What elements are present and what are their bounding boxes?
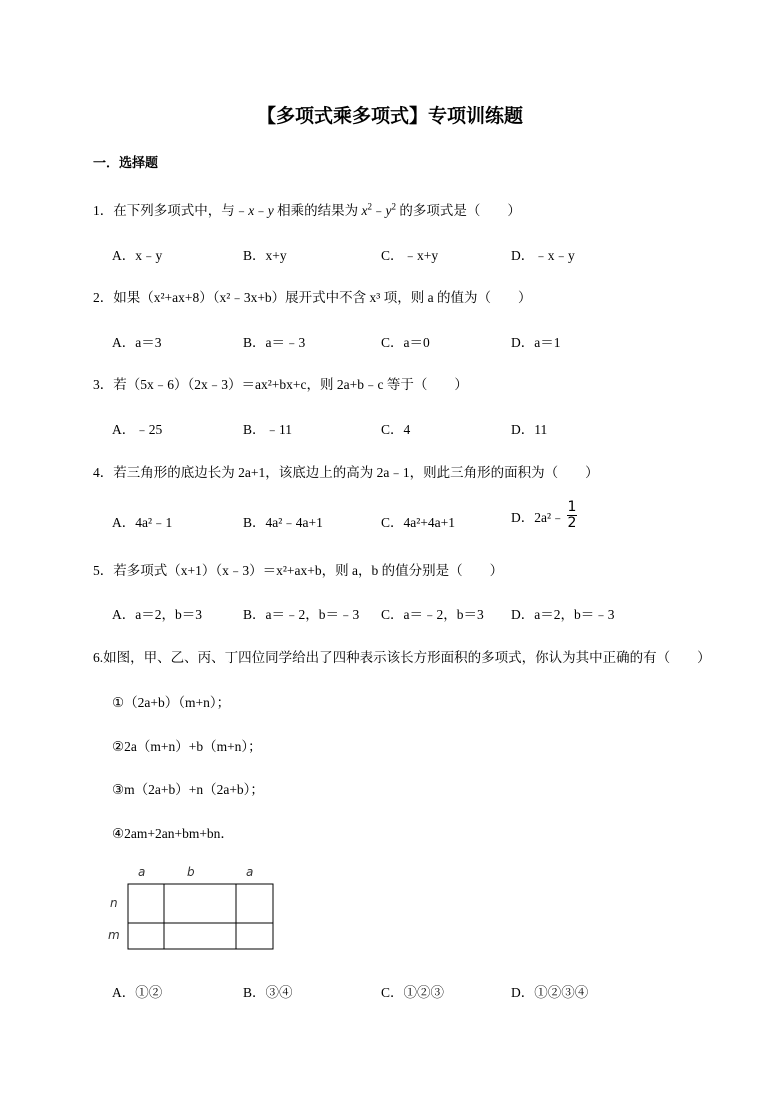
question-4 bbox=[93, 461, 599, 481]
q6-option-c[interactable]: C．①②③ bbox=[381, 985, 445, 1000]
question-1: 1．在下列多项式中，与﹣x﹣y 相乘的结果为 $x^2﹣y^2$ 的多项式是（ ） bbox=[93, 201, 521, 218]
rectangle-figure bbox=[100, 862, 290, 954]
q4-option-a[interactable]: A．4a²﹣1 bbox=[112, 515, 173, 530]
rectangle-diagram bbox=[100, 862, 290, 954]
q4-option-b[interactable]: B．4a²﹣4a+1 bbox=[243, 515, 323, 530]
question-number: 5． bbox=[93, 563, 114, 578]
question-text: 若多项式（x+1）（x﹣3）＝x²+ax+b，则 a，b 的值分别是（ ） bbox=[113, 563, 504, 578]
q5-option-b[interactable]: B．a＝﹣2，b＝﹣3 bbox=[243, 607, 360, 622]
question-6 bbox=[93, 646, 711, 666]
col-label-a: a bbox=[246, 865, 254, 879]
row-label-n: n bbox=[110, 896, 118, 910]
q6-option-d[interactable]: D．①②③④ bbox=[511, 985, 589, 1000]
question-text: 如图，甲、乙、丙、丁四位同学给出了四种表示该长方形面积的多项式，你认为其中正确的有（ ） bbox=[103, 650, 711, 665]
col-label-a: a bbox=[138, 865, 146, 879]
q1-option-d[interactable]: D．﹣x﹣y bbox=[511, 248, 575, 263]
q3-option-b[interactable]: B．﹣11 bbox=[243, 422, 293, 437]
q5-option-a[interactable]: A．a＝2，b＝3 bbox=[112, 607, 202, 622]
q5-option-c[interactable]: C．a＝﹣2，b＝3 bbox=[381, 607, 484, 622]
q3-option-a[interactable]: A．﹣25 bbox=[112, 422, 163, 437]
question-3 bbox=[93, 373, 468, 393]
q6-item-3: ③m（2a+b）+n（2a+b）； bbox=[112, 782, 264, 797]
question-number: 3． bbox=[93, 377, 114, 392]
question-number: 4． bbox=[93, 465, 114, 480]
question-number: 6. bbox=[93, 650, 104, 665]
q2-option-d[interactable]: D．a＝1 bbox=[511, 335, 561, 350]
q6-option-a[interactable]: A．①② bbox=[112, 985, 163, 1000]
q3-option-c[interactable]: C．4 bbox=[381, 422, 411, 437]
section-heading: 一．选择题 bbox=[93, 156, 159, 171]
outer-rectangle bbox=[128, 884, 273, 949]
question-5 bbox=[93, 559, 503, 579]
q6-item-2: ②2a（m+n）+b（m+n）； bbox=[112, 739, 262, 754]
q2-option-c[interactable]: C．a＝0 bbox=[381, 335, 430, 350]
q1-option-a[interactable]: A．x﹣y bbox=[112, 248, 163, 263]
q4-option-d[interactable]: D．2a²﹣ $\frac{1}{2}$ bbox=[511, 499, 577, 531]
question-number: 2． bbox=[93, 290, 114, 305]
question-text: 如果（x²+ax+8）（x²﹣3x+b）展开式中不含 x³ 项，则 a 的值为（ ） bbox=[113, 290, 532, 305]
question-text: 若三角形的底边长为 2a+1，该底边上的高为 2a﹣1，则此三角形的面积为（ ） bbox=[113, 465, 599, 480]
question-number: 1． bbox=[93, 203, 114, 218]
q6-option-b[interactable]: B．③④ bbox=[243, 985, 293, 1000]
question-text: 若（5x﹣6）（2x﹣3）＝ax²+bx+c，则 2a+b﹣c 等于（ ） bbox=[113, 377, 468, 392]
col-label-b: b bbox=[187, 865, 195, 879]
q4-option-c[interactable]: C．4a²+4a+1 bbox=[381, 515, 456, 530]
q1-option-b[interactable]: B．x+y bbox=[243, 248, 287, 263]
q2-option-a[interactable]: A．a＝3 bbox=[112, 335, 162, 350]
q5-option-d[interactable]: D．a＝2，b＝﹣3 bbox=[511, 607, 615, 622]
q2-option-b[interactable]: B．a＝﹣3 bbox=[243, 335, 306, 350]
q6-item-4: ④2am+2an+bm+bn． bbox=[112, 826, 234, 841]
fraction-one-half: $\frac{1}{2}$ bbox=[567, 499, 577, 531]
q6-item-1: ①（2a+b）（m+n）； bbox=[112, 695, 231, 710]
q3-option-d[interactable]: D．11 bbox=[511, 422, 548, 437]
row-label-m: m bbox=[108, 928, 120, 942]
q1-option-c[interactable]: C．﹣x+y bbox=[381, 248, 439, 263]
question-2 bbox=[93, 286, 531, 306]
page-title: 【多项式乘多项式】专项训练题 bbox=[256, 105, 523, 127]
